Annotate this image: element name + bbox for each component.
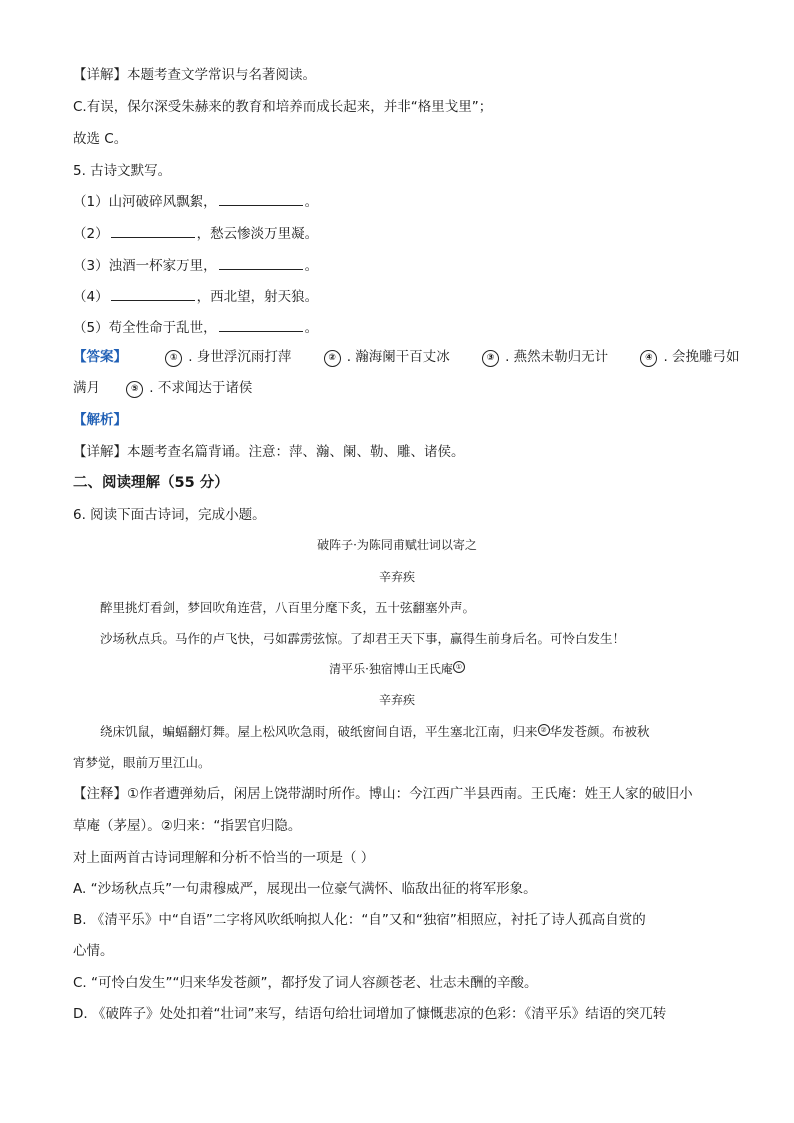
dictation-item-1: （1）山河破碎风飘絮， 。 <box>73 194 319 210</box>
poem-1-author: 辛弃疾 <box>378 570 415 584</box>
answer-blank[interactable] <box>219 318 303 332</box>
answer-item-3: ③ . 燕然未勒归无计 <box>482 347 608 367</box>
poem-1-line-2: 沙场秋点兵。马作的卢飞快，弓如霹雳弦惊。了却君王天下事，赢得生前身后名。可怜白发生！ <box>100 631 626 646</box>
answer-blank[interactable] <box>111 224 195 238</box>
answer-row <box>73 347 740 367</box>
answer-blank[interactable] <box>219 192 303 206</box>
option-c: C. “可怜白发生”“归来华发苍颜”，都抒发了词人容颜苍老、壮志未酬的辛酸。 <box>73 975 538 991</box>
answer-row-cont: 满月 ⑤ . 不求闻达于诸侯 <box>73 380 253 396</box>
option-b-cont: 心情。 <box>73 943 114 959</box>
detail-line-1: 【详解】本题考查文学常识与名著阅读。 <box>73 67 316 83</box>
dictation-item-5: （5）苟全性命于乱世， 。 <box>73 320 319 336</box>
poem-1-line-1: 醉里挑灯看剑，梦回吹角连营，八百里分麾下炙，五十弦翻塞外声。 <box>100 600 476 615</box>
question-5-title: 5. 古诗文默写。 <box>73 163 172 179</box>
question-6-title: 6. 阅读下面古诗词，完成小题。 <box>73 507 266 523</box>
answer-blank[interactable] <box>219 256 303 270</box>
notes-line-1: 【注释】①作者遭弹劾后，闲居上饶带湖时所作。博山：今江西广半县西南。王氏庵：姓王人家的破旧小 <box>73 786 693 802</box>
option-a: A. “沙场秋点兵”一句肃穆威严，展现出一位豪气满怀、临敌出征的将军形象。 <box>73 881 537 897</box>
question-stem: 对上面两首古诗词理解和分析不恰当的一项是（ ） <box>73 850 375 866</box>
poem-2-title: 清平乐·独宿博山王氏庵 ① <box>0 660 794 678</box>
poem-1-title: 破阵子·为陈同甫赋壮词以寄之 <box>317 538 477 552</box>
option-b: B. 《清平乐》中“自语”二字将风吹纸响拟人化：“自”又和“独宿”相照应，衬托了诗人孤高自赏的 <box>73 912 646 928</box>
dictation-item-3: （3）浊酒一杯家万里， 。 <box>73 258 319 274</box>
answer-blank[interactable] <box>111 287 195 301</box>
analysis-label: 【解析】 <box>73 412 127 428</box>
poem-2-line-2: 宵梦觉，眼前万里江山。 <box>73 755 211 770</box>
answer-label: 【答案】 <box>73 349 127 365</box>
answer-item-4: ④ . 会挽雕弓如 <box>640 347 739 367</box>
analysis-detail: 【详解】本题考查名篇背诵。注意：萍、瀚、阑、勒、雕、诸侯。 <box>73 444 465 460</box>
dictation-item-2: （2） ，愁云惨淡万里凝。 <box>73 226 319 242</box>
choice-line: 故选 C。 <box>73 131 128 147</box>
detail-line-2: C.有误，保尔深受朱赫来的教育和培养而成长起来，并非“格里戈里”； <box>73 99 493 115</box>
option-d: D. 《破阵子》处处扣着“壮词”来写，结语句给壮词增加了慷慨悲凉的色彩：《清平乐》结语的突兀转 <box>73 1006 667 1022</box>
answer-item-1: ① . 身世浮沉雨打萍 <box>165 347 291 367</box>
notes-line-2: 草庵（茅屋）。②归来：“指罢官归隐。 <box>73 818 302 834</box>
poem-2-author: 辛弃疾 <box>378 693 415 707</box>
section-2-title: 二、阅读理解（55 分） <box>73 475 229 491</box>
dictation-item-4: （4） ，西北望，射天狼。 <box>73 289 319 305</box>
poem-2-line-1: 绕床饥鼠，蝙蝠翻灯舞。屋上松风吹急雨，破纸窗间自语，平生塞北江南，归来 ② 华发苍颜。布被秋 <box>100 724 650 739</box>
answer-item-2: ② . 瀚海阑干百丈冰 <box>324 347 450 367</box>
